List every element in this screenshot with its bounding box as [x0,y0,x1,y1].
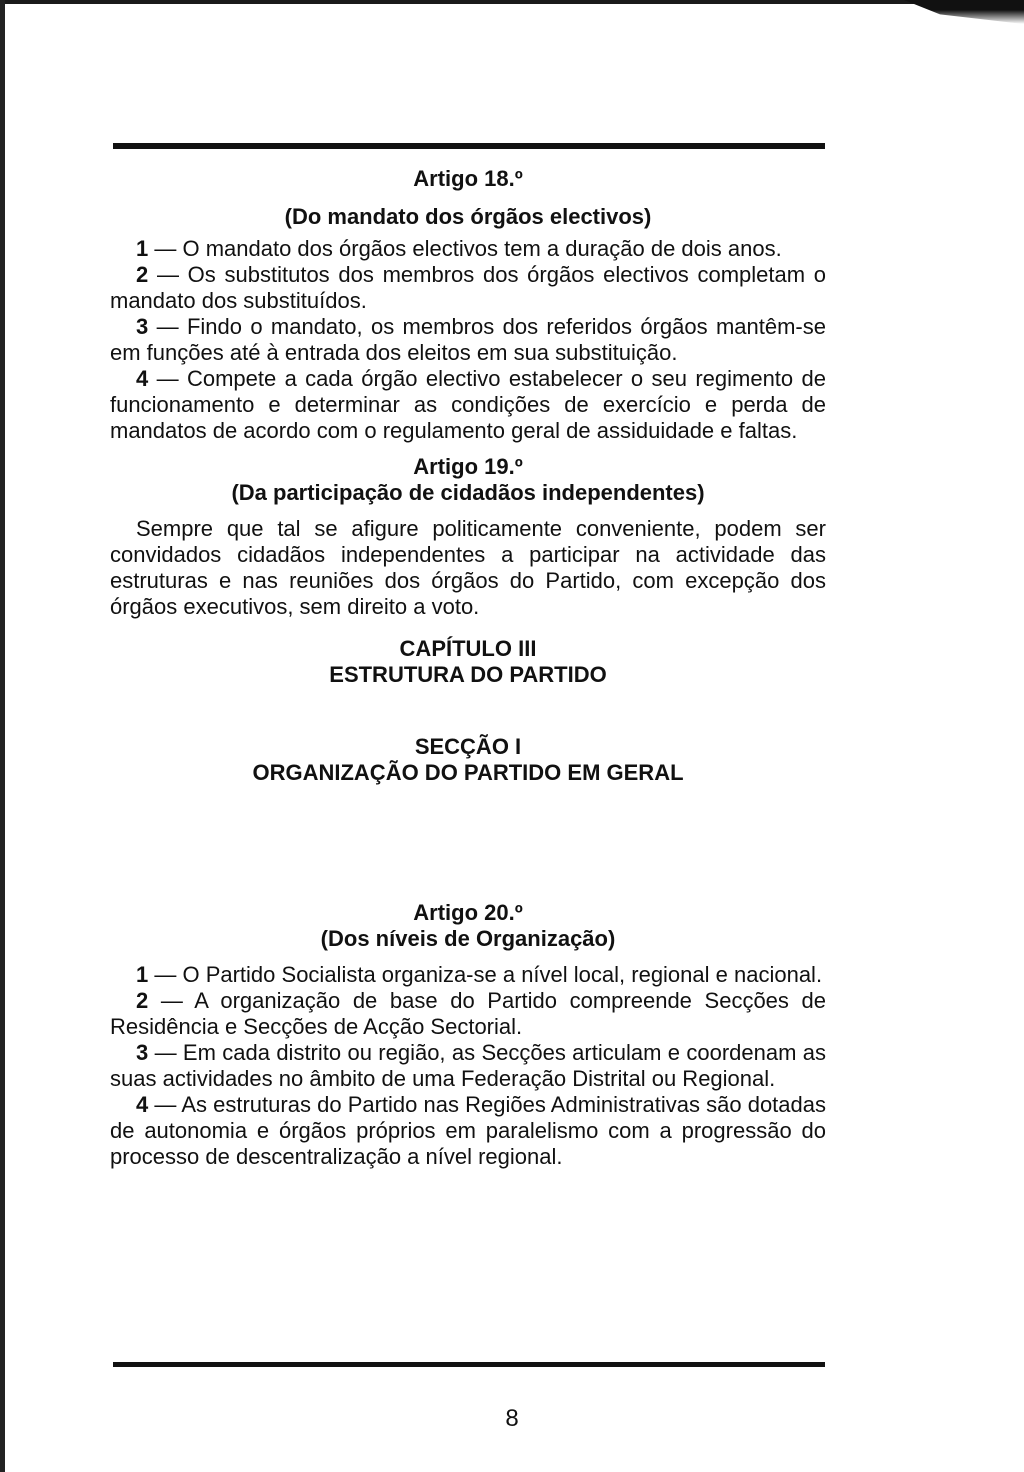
article-18-title: Artigo 18.º [413,166,523,191]
paragraph-text: — Findo o mandato, os membros dos referidos órgãos mantêm-se em funções até à entrada dos eleitos em sua substituição. [110,314,826,365]
article-20-paragraph-3 [110,1040,826,1092]
paragraph-number: 3 [136,314,149,339]
paragraph-number: 2 [136,988,149,1013]
article-19-subtitle: (Da participação de cidadãos independentes) [231,480,705,505]
article-20-paragraph-4 [110,1092,826,1170]
article-20-paragraph-2 [110,988,826,1040]
scan-corner-mark [904,0,1024,24]
page-number: 8 [505,1405,519,1432]
section-title: SECÇÃO I [414,734,522,759]
article-20-title: Artigo 20.º [413,900,523,925]
article-18-paragraph-2 [110,262,826,314]
article-20-paragraph-1 [110,962,826,988]
paragraph-text: — Em cada distrito ou região, as Secções articulam e coordenam as suas actividades no âmbito de uma Federação Distrital ou Regional. [110,1040,826,1091]
scan-edge-left [0,0,5,1472]
article-18-paragraph-1 [110,236,826,262]
bottom-rule [113,1362,825,1367]
section-subtitle: ORGANIZAÇÃO DO PARTIDO EM GERAL [252,760,684,785]
article-19-paragraph: Sempre que tal se afigure politicamente conveniente, podem ser convidados cidadãos independentes a participar na actividade das estruturas e nas reuniões dos órgãos do Partido, com excepção dos órgãos executivos, sem direito a voto. [110,516,826,619]
paragraph-number: 1 [136,962,149,987]
article-18-subtitle: (Do mandato dos órgãos electivos) [284,204,652,229]
paragraph-text: — Os substitutos dos membros dos órgãos electivos completam o mandato dos substituídos. [110,262,826,313]
paragraph-number: 2 [136,262,149,287]
paragraph-text: — As estruturas do Partido nas Regiões Administrativas são dotadas de autonomia e órgãos próprios em paralelismo com a progressão do processo de descentralização a nível regional. [110,1092,826,1169]
paragraph-number: 4 [136,366,149,391]
paragraph-number: 4 [136,1092,149,1117]
article-18-paragraph-4 [110,366,826,444]
paragraph-number: 3 [136,1040,149,1065]
paragraph-text: — O Partido Socialista organiza-se a nível local, regional e nacional. [148,962,823,987]
top-rule [113,143,825,149]
article-20-subtitle: (Dos níveis de Organização) [320,926,616,951]
paragraph-text: — Compete a cada órgão electivo estabelecer o seu regimento de funcionamento e determinar as condições de exercício e perda de mandatos de acordo com o regulamento geral de assiduidade e faltas. [110,366,826,443]
paragraph-text: — O mandato dos órgãos electivos tem a duração de dois anos. [148,236,782,261]
page-content [110,160,826,1170]
chapter-title: CAPÍTULO III [399,636,537,661]
scan-edge-top [0,0,1024,4]
article-18-paragraph-3 [110,314,826,366]
article-19-title: Artigo 19.º [413,454,523,479]
paragraph-text: — A organização de base do Partido compreende Secções de Residência e Secções de Acção Sectorial. [110,988,826,1039]
chapter-subtitle: ESTRUTURA DO PARTIDO [329,662,607,687]
paragraph-number: 1 [136,236,149,261]
